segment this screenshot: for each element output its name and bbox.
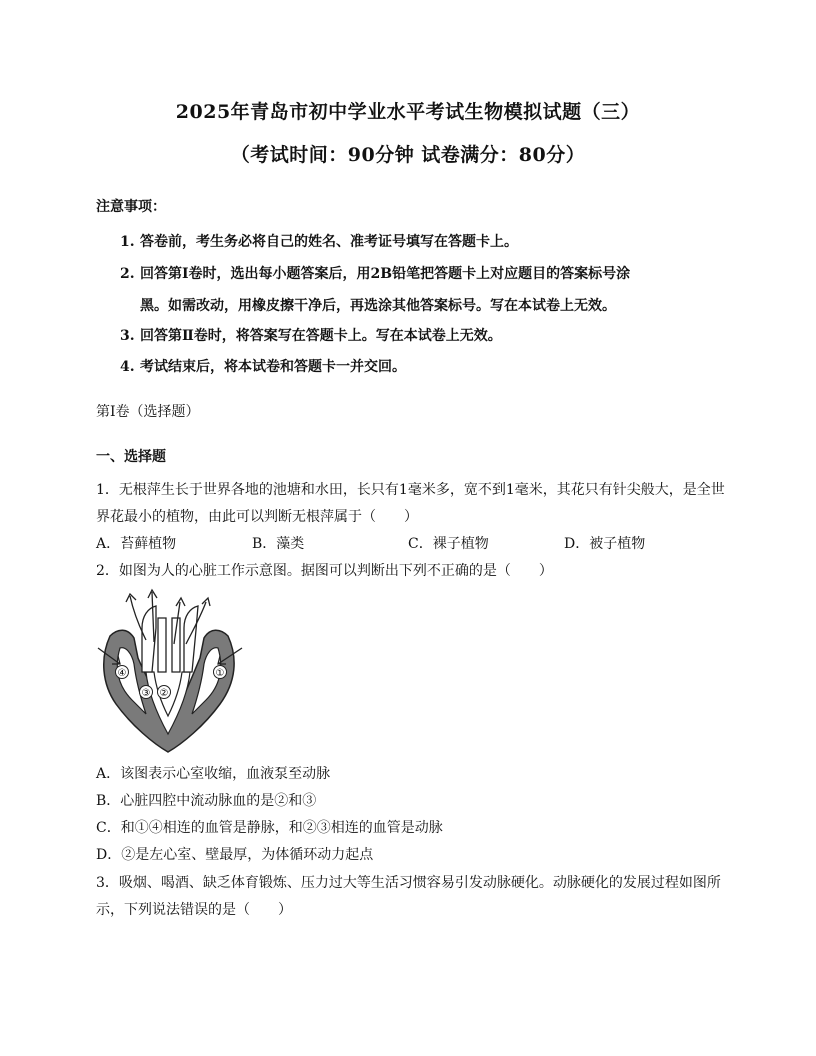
notice-num: 3. xyxy=(120,328,135,344)
part-heading: 第Ⅰ卷（选择题） xyxy=(96,404,200,420)
q1-option-b: B．藻类 xyxy=(252,536,305,552)
q2-option-c: C．和①④相连的血管是静脉，和②③相连的血管是动脉 xyxy=(96,820,443,836)
notice-num: 4. xyxy=(120,359,135,375)
q1-option-c: C．裸子植物 xyxy=(408,536,489,552)
label-4: ④ xyxy=(117,668,127,679)
notice-text: 答卷前，考生务必将自己的姓名、准考证号填写在答题卡上。 xyxy=(140,234,518,250)
q1-stem-line2: 界花最小的植物，由此可以判断无根萍属于（ ） xyxy=(96,509,418,525)
q1-option-d: D．被子植物 xyxy=(564,536,646,552)
q2-stem: 2．如图为人的心脏工作示意图。据图可以判断出下列不正确的是（ ） xyxy=(96,563,553,579)
notice-item-3 xyxy=(120,326,502,346)
q1-option-a: A．苔藓植物 xyxy=(96,536,177,552)
section-heading: 一、选择题 xyxy=(96,449,166,465)
notice-text: 回答第Ⅱ卷时，将答案写在答题卡上。写在本试卷上无效。 xyxy=(140,328,502,344)
notice-text-continued: 黑。如需改动，用橡皮擦干净后，再选涂其他答案标号。写在本试卷上无效。 xyxy=(140,298,616,314)
label-2: ② xyxy=(159,688,169,699)
notice-text: 回答第Ⅰ卷时，选出每小题答案后，用2B铅笔把答题卡上对应题目的答案标号涂 xyxy=(140,266,631,282)
exam-title: 2025年青岛市初中学业水平考试生物模拟试题（三） xyxy=(175,101,641,123)
notice-num: 2. xyxy=(120,266,135,282)
label-1: ① xyxy=(215,668,225,679)
q2-option-d: D．②是左心室、壁最厚，为体循环动力起点 xyxy=(96,847,374,863)
notice-item-4 xyxy=(120,357,406,377)
q1-stem-line1: 1．无根萍生长于世界各地的池塘和水田，长只有1毫米多，宽不到1毫米，其花只有针尖般大，是全世 xyxy=(96,482,725,498)
notice-heading: 注意事项： xyxy=(96,199,166,215)
notice-item-2-continued xyxy=(120,296,616,316)
q3-stem-line2: 示，下列说法错误的是（ ） xyxy=(96,902,292,918)
exam-subtitle: （考试时间：90分钟 试卷满分：80分） xyxy=(230,144,586,166)
q3-stem-line1: 3．吸烟、喝酒、缺乏体育锻炼、压力过大等生活习惯容易引发动脉硬化。动脉硬化的发展过程如图所 xyxy=(96,875,721,891)
label-3: ③ xyxy=(141,688,151,699)
notice-item-2 xyxy=(120,264,630,284)
notice-num: 1. xyxy=(120,234,135,250)
notice-item-1 xyxy=(120,232,518,252)
heart-diagram xyxy=(96,588,244,754)
q2-option-a: A．该图表示心室收缩，血液泵至动脉 xyxy=(96,766,331,782)
q2-option-b: B．心脏四腔中流动脉血的是②和③ xyxy=(96,793,317,809)
notice-text: 考试结束后，将本试卷和答题卡一并交回。 xyxy=(140,359,406,375)
